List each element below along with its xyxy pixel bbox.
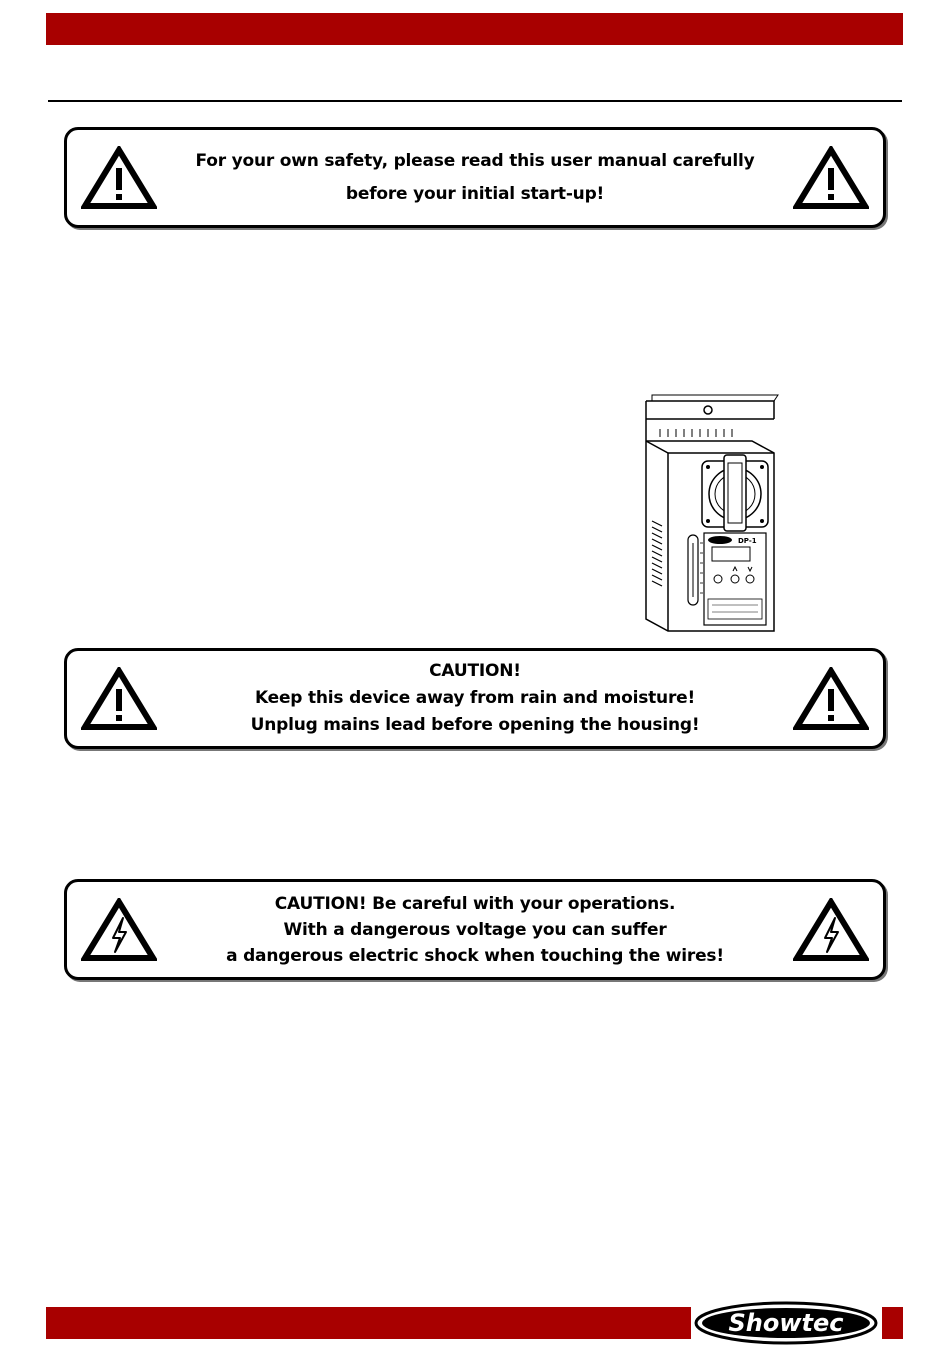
device-illustration <box>640 393 780 633</box>
logo-text: Showtec <box>728 1309 844 1337</box>
footer-bar-end <box>882 1307 903 1339</box>
footer-bar <box>46 1307 691 1339</box>
header-bar <box>46 13 903 45</box>
moisture-warning-text <box>177 651 773 746</box>
warning-line: Unplug mains lead before opening the housing! <box>250 715 700 735</box>
high-voltage-icon <box>81 898 157 962</box>
high-voltage-icon <box>793 898 869 962</box>
warning-triangle-icon <box>793 146 869 210</box>
header-rule <box>48 100 902 102</box>
warning-line: With a dangerous voltage you can suffer <box>283 919 667 940</box>
moisture-warning-box <box>64 648 886 749</box>
safety-warning-box <box>64 127 886 228</box>
warning-line: a dangerous electric shock when touching the wires! <box>226 945 724 966</box>
warning-line: CAUTION! Be careful with your operations. <box>274 893 676 914</box>
device-model-label: DP-1 <box>738 537 757 545</box>
warning-triangle-icon <box>793 667 869 731</box>
warning-triangle-icon <box>81 146 157 210</box>
warning-line: CAUTION! <box>429 661 521 681</box>
warning-triangle-icon <box>81 667 157 731</box>
voltage-warning-box <box>64 879 886 980</box>
safety-warning-text <box>177 130 773 225</box>
voltage-warning-text <box>177 882 773 977</box>
showtec-logo <box>693 1300 879 1346</box>
warning-line: For your own safety, please read this user manual carefully <box>195 150 755 171</box>
warning-line: Keep this device away from rain and moisture! <box>254 688 696 708</box>
warning-line: before your initial start-up! <box>345 183 605 204</box>
